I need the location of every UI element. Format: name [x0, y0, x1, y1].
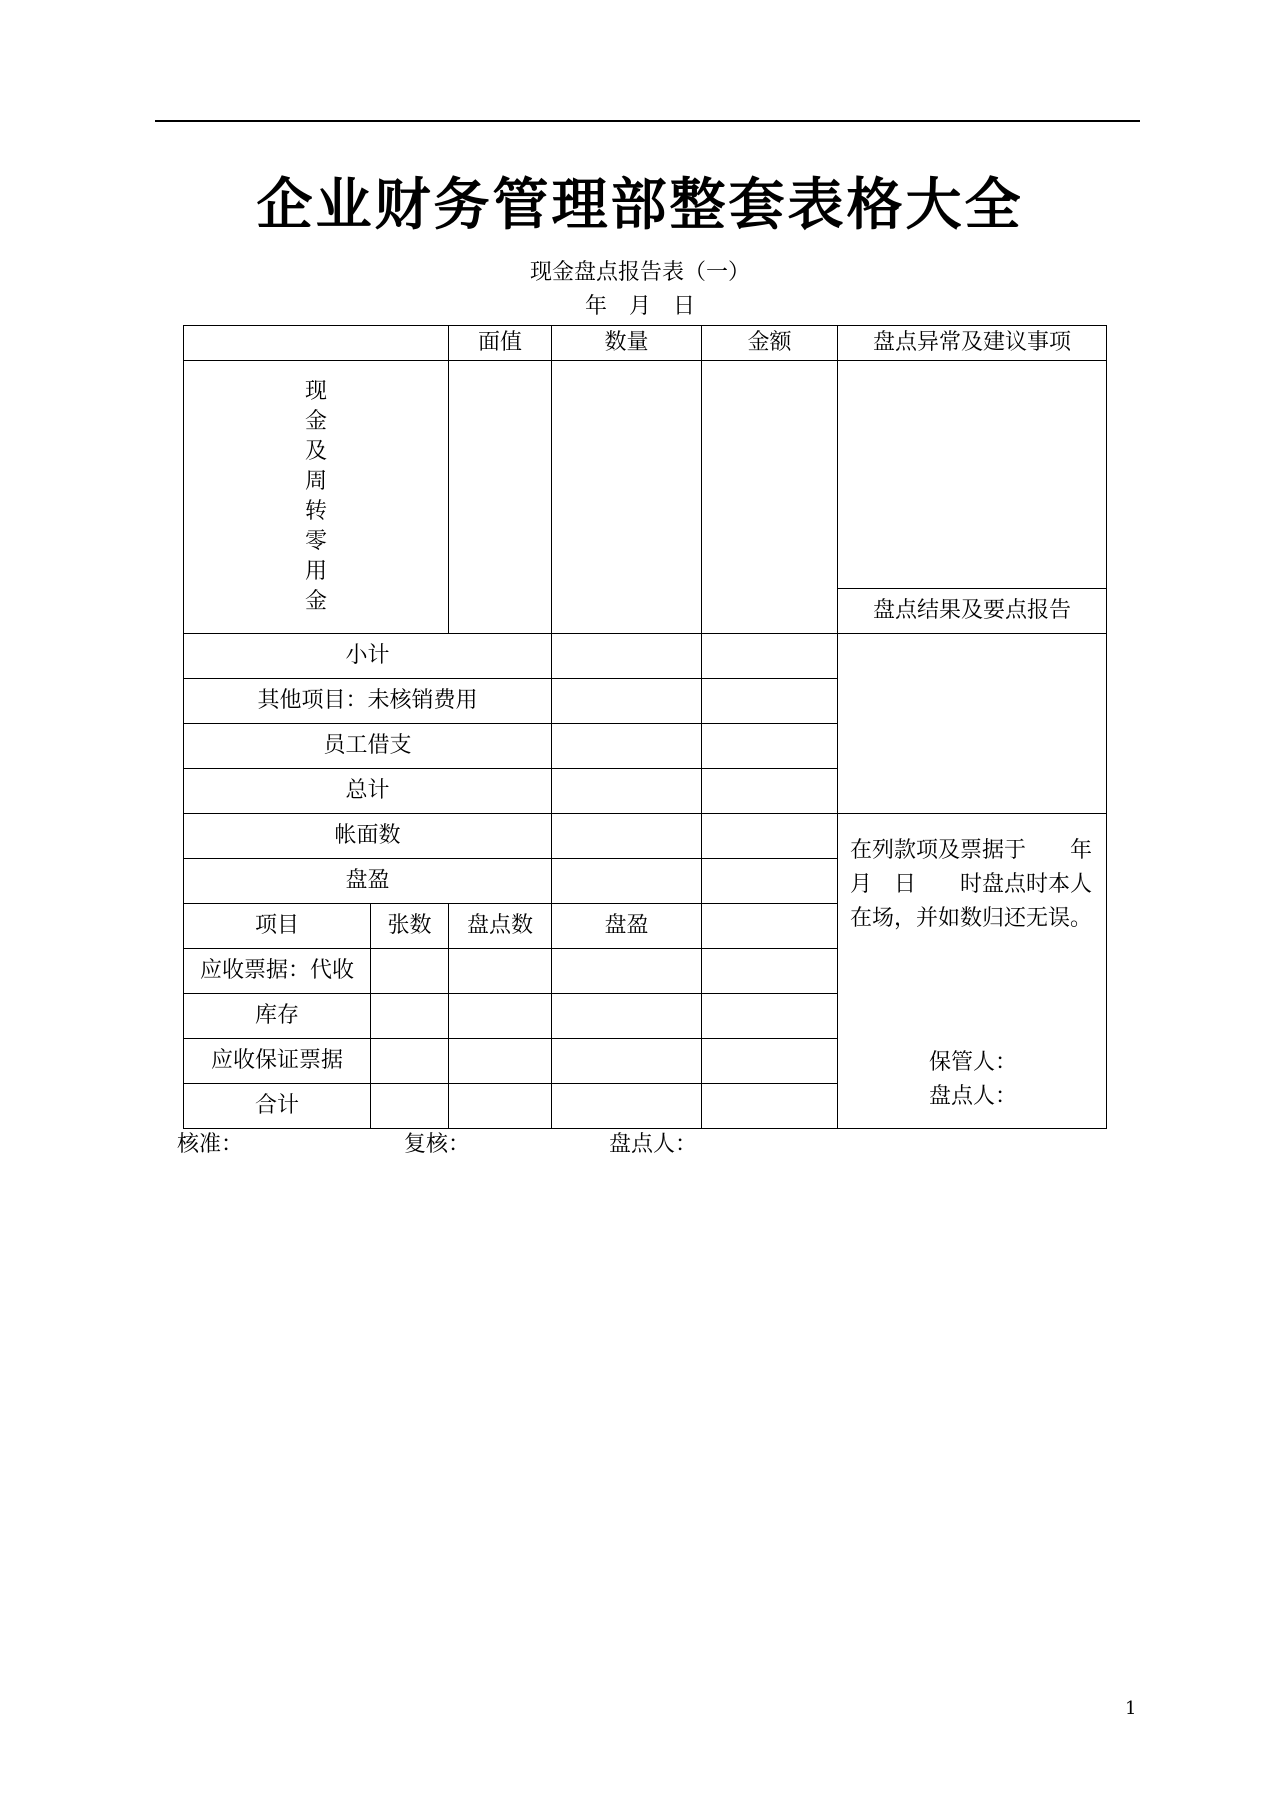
header-face-value: 面值 [449, 326, 552, 361]
cash-category-char: 金 [304, 409, 327, 434]
custodian-label: 保管人： [928, 1050, 1017, 1075]
cash-category-char: 转 [304, 499, 327, 524]
header-rule [155, 120, 1140, 122]
value-cell[interactable] [702, 859, 838, 904]
header-row [184, 326, 1107, 361]
value-cell[interactable] [702, 1039, 838, 1084]
cash-category-char: 及 [304, 439, 327, 464]
value-cell[interactable] [552, 679, 702, 724]
sub-header-count: 盘点数 [449, 904, 552, 949]
value-cell[interactable] [449, 949, 552, 994]
quantity-input-cell[interactable] [552, 361, 702, 634]
value-cell[interactable] [371, 949, 449, 994]
cash-count-report-table [183, 325, 1115, 1129]
value-cell[interactable] [702, 814, 838, 859]
cash-body-row [184, 361, 1107, 589]
cash-category-char: 现 [304, 379, 327, 404]
result-report-content-cell[interactable] [838, 634, 1107, 814]
result-report-label: 盘点结果及要点报告 [838, 589, 1107, 634]
row-label-total: 总计 [184, 769, 552, 814]
review-label: 复核： [404, 1132, 471, 1157]
cash-category-char: 零 [304, 529, 327, 554]
sub-header-sheets: 张数 [371, 904, 449, 949]
value-cell[interactable] [371, 994, 449, 1039]
value-cell[interactable] [552, 994, 702, 1039]
anomaly-notes-cell[interactable] [838, 361, 1107, 589]
value-cell[interactable] [371, 1039, 449, 1084]
cash-category-char: 周 [304, 469, 327, 494]
date-line: 年 月 日 [584, 294, 695, 319]
value-cell[interactable] [702, 994, 838, 1039]
value-cell[interactable] [552, 769, 702, 814]
sub-header-item: 项目 [184, 904, 371, 949]
row-label-employee-advances: 员工借支 [184, 724, 552, 769]
value-cell[interactable] [702, 769, 838, 814]
row-label-book-amount: 帐面数 [184, 814, 552, 859]
row-label-subtotal: 小计 [184, 634, 552, 679]
custodian-statement-cell [838, 814, 1115, 1129]
value-cell[interactable] [702, 1084, 838, 1129]
cash-category-vertical-label [184, 361, 449, 634]
approve-label: 核准： [177, 1132, 244, 1157]
value-cell[interactable] [552, 859, 702, 904]
value-cell[interactable] [449, 994, 552, 1039]
custodian-statement: 在列款项及票据于 年 月 日 时盘点时本人在场，并如数归还无误。 [850, 838, 1115, 931]
row-label-surplus: 盘盈 [184, 859, 552, 904]
header-quantity: 数量 [552, 326, 702, 361]
row-label-other-items: 其他项目：未核销费用 [184, 679, 552, 724]
row-label-notes-receivable: 应收票据：代收 [184, 949, 371, 994]
row-label-inventory: 库存 [184, 994, 371, 1039]
value-cell[interactable] [552, 1084, 702, 1129]
value-cell[interactable] [449, 1039, 552, 1084]
footer-counter-label: 盘点人： [609, 1132, 698, 1157]
table-row [184, 814, 1107, 859]
header-amount: 金额 [702, 326, 838, 361]
value-cell[interactable] [552, 814, 702, 859]
row-label-guarantee-notes: 应收保证票据 [184, 1039, 371, 1084]
value-cell[interactable] [702, 949, 838, 994]
value-cell[interactable] [702, 724, 838, 769]
header-blank-cell [184, 326, 449, 361]
value-cell[interactable] [371, 1084, 449, 1129]
sub-header-surplus: 盘盈 [552, 904, 702, 949]
document-title: 企业财务管理部整套表格大全 [256, 172, 1024, 238]
row-label-sum: 合计 [184, 1084, 371, 1129]
form-title: 现金盘点报告表（一） [529, 260, 750, 285]
value-cell[interactable] [449, 1084, 552, 1129]
value-cell[interactable] [702, 904, 838, 949]
cash-category-char: 用 [304, 559, 327, 584]
cash-category-char: 金 [304, 589, 327, 614]
signers-block [850, 1046, 1096, 1114]
face-value-input-cell[interactable] [449, 361, 552, 634]
counter-label: 盘点人： [928, 1084, 1017, 1109]
value-cell[interactable] [552, 724, 702, 769]
header-anomaly-suggestions: 盘点异常及建议事项 [838, 326, 1107, 361]
value-cell[interactable] [552, 1039, 702, 1084]
value-cell[interactable] [702, 679, 838, 724]
value-cell[interactable] [702, 634, 838, 679]
value-cell[interactable] [552, 634, 702, 679]
page-number: 1 [1125, 1698, 1137, 1719]
table-row [184, 634, 1107, 679]
value-cell[interactable] [552, 949, 702, 994]
amount-input-cell[interactable] [702, 361, 838, 634]
